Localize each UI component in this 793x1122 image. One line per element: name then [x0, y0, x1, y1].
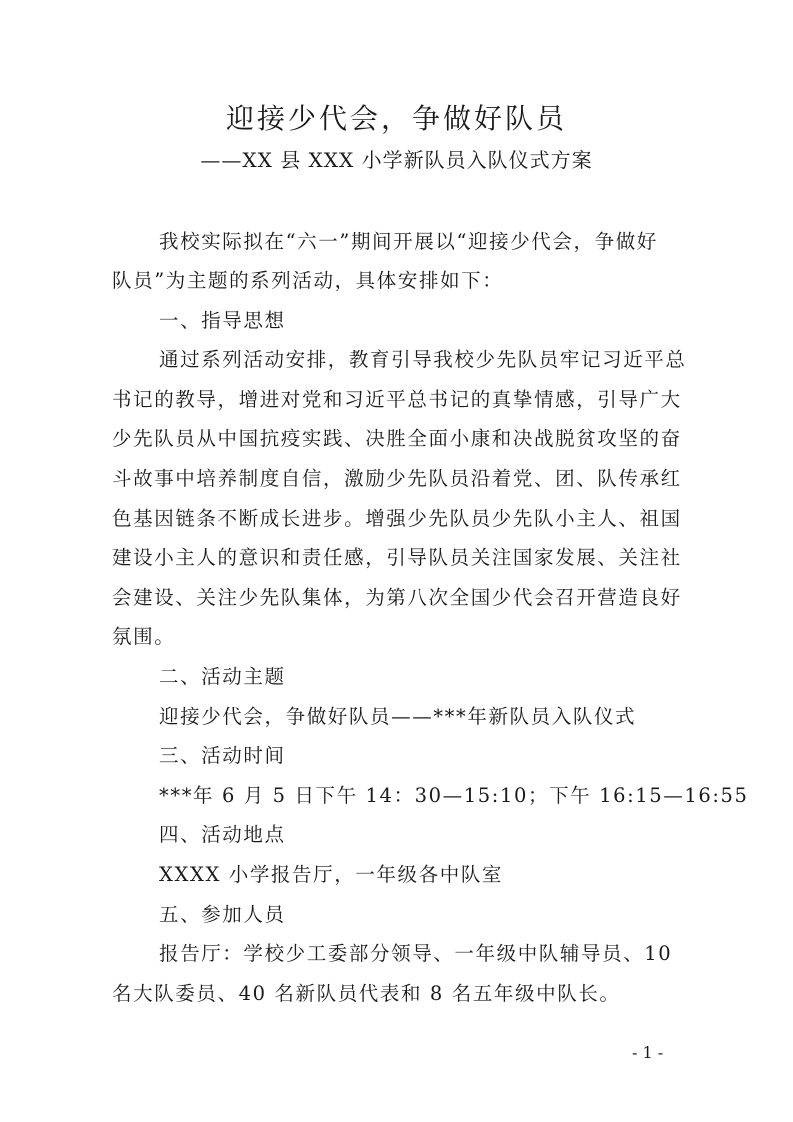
text-line: 斗故事中培养制度自信，激励少先队员沿着党、团、队传承红	[112, 467, 682, 490]
text-line: 书记的教导，增进对党和习近平总书记的真挚情感，引导广大	[112, 388, 682, 411]
text-line: 四、活动地点	[159, 823, 286, 846]
text-line: 会建设、关注少先队集体，为第八次全国少代会召开营造良好	[112, 586, 682, 609]
text-line: XXXX 小学报告厅，一年级各中队室	[159, 863, 504, 886]
text-line: 二、活动主题	[159, 665, 286, 688]
text-line: 五、参加人员	[159, 903, 286, 926]
document-subtitle: ——XX 县 XXX 小学新队员入队仪式方案	[200, 148, 593, 172]
page-number: - 1 -	[632, 1043, 664, 1062]
text-line: 迎接少代会，争做好队员——***年新队员入队仪式	[159, 705, 637, 728]
text-line: 通过系列活动安排，教育引导我校少先队员牢记习近平总	[159, 348, 687, 371]
text-line: 氛围。	[112, 625, 176, 648]
text-line: 名大队委员、40 名新队员代表和 8 名五年级中队长。	[112, 982, 621, 1005]
text-line: 一、指导思想	[159, 309, 286, 332]
text-line: 少先队员从中国抗疫实践、决胜全面小康和决战脱贫攻坚的奋	[112, 427, 682, 450]
text-line: 建设小主人的意识和责任感，引导队员关注国家发展、关注社	[112, 546, 682, 569]
text-line: 三、活动时间	[159, 744, 286, 767]
text-line: 队员”为主题的系列活动，具体安排如下：	[112, 269, 504, 292]
document-title: 迎接少代会，争做好队员	[225, 102, 567, 135]
text-line: 色基因链条不断成长进步。增强少先队员少先队小主人、祖国	[112, 507, 682, 530]
text-line: ***年 6 月 5 日下午 14：30—15:10；下午 16:15—16:55	[159, 784, 749, 807]
text-line: 报告厅：学校少工委部分领导、一年级中队辅导员、10	[159, 942, 673, 965]
text-line: 我校实际拟在“六一”期间开展以“迎接少代会，争做好	[159, 230, 658, 253]
